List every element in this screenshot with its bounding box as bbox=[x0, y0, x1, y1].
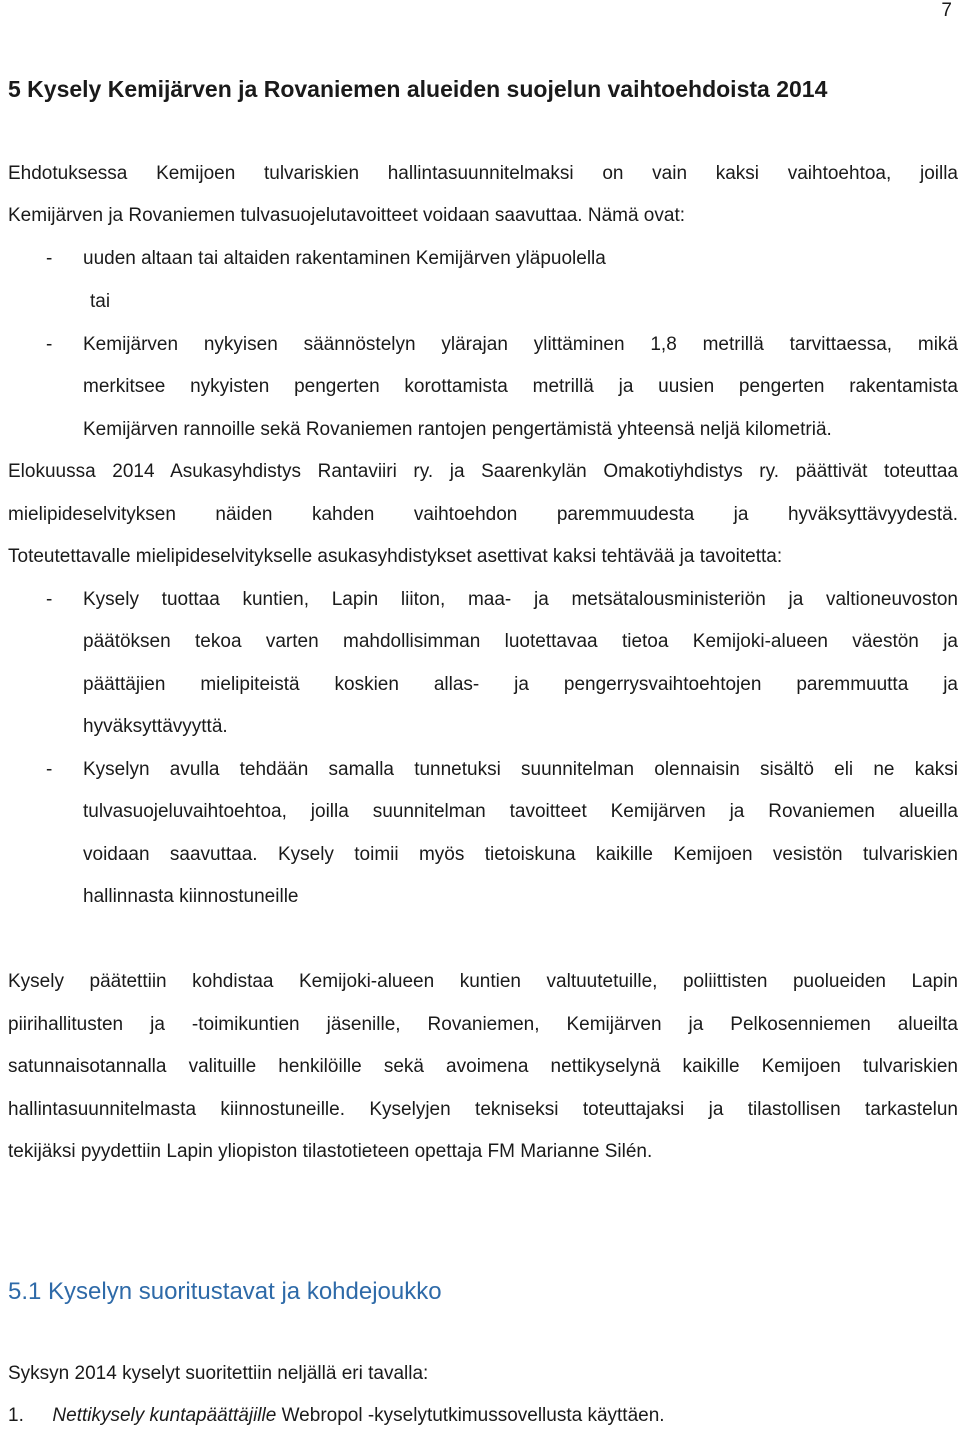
alternative-2-line-1: Kemijärven nykyisen säännöstelyn ylärajan ylittäminen 1,8 metrillä tarvittaessa, mikä bbox=[83, 334, 958, 355]
para4: Syksyn 2014 kyselyt suoritettiin neljällä eri tavalla: bbox=[8, 1363, 429, 1384]
para3-line-3: satunnaisotannalla valituille henkilöille sekä avoimena nettikyselynä kaikille Kemijoen tulvariskien bbox=[8, 1056, 958, 1077]
list-number: 1. bbox=[8, 1405, 24, 1426]
bullet-dash: - bbox=[46, 589, 53, 610]
goal-2-line-2: tulvasuojeluvaihtoehtoa, joilla suunnitelman tavoitteet Kemijärven ja Rovaniemen alueilla bbox=[83, 801, 958, 822]
goal-1-line-3: päättäjien mielipiteistä koskien allas- ja pengerrysvaihtoehtojen paremmuutta ja bbox=[83, 674, 958, 695]
page-title: 5 Kysely Kemijärven ja Rovaniemen alueiden suojelun vaihtoehdoista 2014 bbox=[8, 76, 828, 102]
list-item bbox=[8, 1404, 665, 1428]
para3-line-5: tekijäksi pyydettiin Lapin yliopiston tilastotieteen opettaja FM Marianne Silén. bbox=[8, 1141, 653, 1162]
para3-line-4: hallintasuunnitelmasta kiinnostuneille. Kyselyjen tekniseksi toteuttajaksi ja tilastollisen tarkastelun bbox=[8, 1099, 958, 1120]
intro-line-1: Ehdotuksessa Kemijoen tulvariskien hallintasuunnitelmaksi on vain kaksi vaihtoehtoa, joilla bbox=[8, 163, 958, 184]
para2-line-2: mielipideselvityksen näiden kahden vaihtoehdon paremmuudesta ja hyväksyttävyydestä. bbox=[8, 504, 958, 525]
alternative-2-line-3: Kemijärven rannoille sekä Rovaniemen rantojen pengertämistä yhteensä neljä kilometriä. bbox=[83, 419, 832, 440]
goal-1-line-1: Kysely tuottaa kuntien, Lapin liiton, maa- ja metsätalousministeriön ja valtioneuvoston bbox=[83, 589, 958, 610]
page-number: 7 bbox=[941, 0, 952, 21]
para3-line-1: Kysely päätettiin kohdistaa Kemijoki-alueen kuntien valtuutetuille, poliittisten puolueiden Lapin bbox=[8, 971, 958, 992]
goal-2-line-4: hallinnasta kiinnostuneille bbox=[83, 886, 299, 907]
bullet-dash: - bbox=[46, 759, 53, 780]
intro-line-2: Kemijärven ja Rovaniemen tulvasuojelutavoitteet voidaan saavuttaa. Nämä ovat: bbox=[8, 205, 685, 226]
list-item-text: Webropol -kyselytutkimussovellusta käyttäen. bbox=[276, 1405, 665, 1426]
section-subheading: 5.1 Kyselyn suoritustavat ja kohdejoukko bbox=[8, 1278, 442, 1305]
alternative-connector: tai bbox=[90, 291, 111, 312]
para2-line-1: Elokuussa 2014 Asukasyhdistys Rantaviiri ry. ja Saarenkylän Omakotiyhdistys ry. päättivät toteuttaa bbox=[8, 461, 958, 482]
alternative-2-line-2: merkitsee nykyisten pengerten korottamista metrillä ja uusien pengerten rakentamista bbox=[83, 376, 958, 397]
goal-2-line-3: voidaan saavuttaa. Kysely toimii myös tietoiskuna kaikille Kemijoen vesistön tulvariskien bbox=[83, 844, 958, 865]
list-item-italic: Nettikysely kuntapäättäjille bbox=[52, 1405, 277, 1426]
goal-1-line-2: päätöksen tekoa varten mahdollisimman luotettavaa tietoa Kemijoki-alueen väestön ja bbox=[83, 631, 958, 652]
goal-2-line-1: Kyselyn avulla tehdään samalla tunnetuksi suunnitelman olennaisin sisältö eli ne kaksi bbox=[83, 759, 958, 780]
para3-line-2: piirihallitusten ja -toimikuntien jäsenille, Rovaniemen, Kemijärven ja Pelkosenniemen alueilta bbox=[8, 1014, 958, 1035]
para2-line-3: Toteutettavalle mielipideselvitykselle asukasyhdistykset asettivat kaksi tehtävää ja tavoitetta: bbox=[8, 546, 783, 567]
goal-1-line-4: hyväksyttävyyttä. bbox=[83, 716, 228, 737]
alternative-1: uuden altaan tai altaiden rakentaminen Kemijärven yläpuolella bbox=[83, 248, 606, 269]
bullet-dash: - bbox=[46, 334, 53, 355]
bullet-dash: - bbox=[46, 248, 53, 269]
